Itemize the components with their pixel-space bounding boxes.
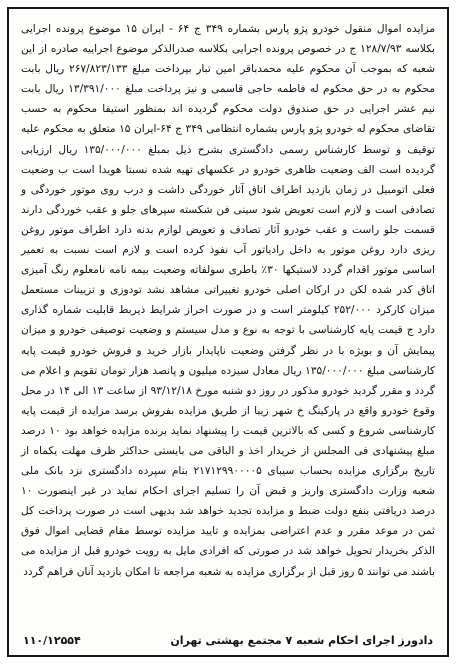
issuer-signature: دادورز اجرای احکام شعبه ۷ مجتمع بهشتی تهران: [170, 634, 433, 647]
notice-code: ۱۱۰/۱۲۵۵۴: [23, 634, 81, 647]
notice-frame: [7, 7, 449, 657]
auction-notice-text: مزایده اموال منقول خودرو پژو پارس بشماره ۳۴۹ ج ۶۴ - ایران ۱۵ موضوع پرونده اجرایی بکلاسه ۱۲۸/۷/۹۳ ج در خصوص پرونده اجرایی بکلاسه صدرالذکر موضوع اجراییه صادره از این شعبه که بموجب آن محکوم علیه محمدباقر امین تبار بپرداخت مبلغ ۲۶۷/۸۲۳/۱۳۳ ریال بابت محکوم به در حق محکوم له فاطمه حاجی قاسمی و نیز پرداخت مبلغ ۱۳/۳۹۱/۰۰۰ ریال بابت نیم عشر اجرایی در حق صندوق دولت محکوم گردیده اند بمنظور استیفا محکوم به حسب تقاضای محکوم له خودرو پژو پارس بشماره انتظامی ۳۴۹ ج ۶۴-ایران ۱۵ متعلق به محکوم علیه توقیف و توسط کارشناس رسمی دادگستری بشرح ذیل بمبلغ ۱۳۵/۰۰۰/۰۰۰ ریال ارزیابی گردیده است الف وضعیت ظاهری خودرو در عکسهای تهیه شده نسبتا هویدا است ب وضعیت فعلی اتومبیل در زمان بازدید اطراف اتاق آثار خوردگی داشت و درب روی موتور خوردگی و تصادفی است و لازم است تعویض شود سینی فن شکسته سپرهای جلو و عقب خوردگی دارند قسمت جلو راست و عقب خودرو آثار تصادف و تعویض لوازم بدنه دارد اطراف موتور روغن ریزی دارد روغن موتور به داخل رادیاتور آب نفوذ کرده است و لازم است نسبت به تعمیر اساسی موتور اقدام گردد لاستیکها ۳۰٪ باطری سولفاته وضعیت بیمه نامه نامعلوم رنگ آمیزی اتاق کدر شده لکن در ارکان اصلی خودرو تغییراتی مشاهد نشد تودوزی و تزیینات مستعمل میزان کارکرد ۲۵۲/۰۰۰ کیلومتر است و در صورت احراز شرایط ذیربط قابلیت شماره گذاری دارد ج قیمت پایه کارشناسی با توجه به نوع و مدل سیستم و وضعیت توصیفی خودرو و میزان پیمایش آن و بویژه با در نظر گرفتن وضعیت ناپایدار بازار خرید و فروش خودرو قیمت پایه کارشناسی مبلغ ۱۳۵/۰۰۰/۰۰۰ ریال معادل سیزده میلیون و پانصد هزار تومان تقویم و اعلام می گردد و مقرر گردید خودرو مذکور در روز دو شنبه مورخ ۹۳/۱۲/۱۸ از ساعت ۱۳ الی ۱۴ در محل وقوع خودرو واقع در پارکینگ خ شهر زیبا از طریق مزایده بفروش برسد مزایده از قیمت پایه کارشناسی شروع و کسی که بالاترین قیمت را پیشنهاد نماید برنده مزایده خواهد بود ۱۰ درصد مبلغ پیشنهادی فی المجلس از خریدار اخذ و الباقی می بایستی حداکثر ظرف مهلت یکماه از تاریخ برگزاری مزایده بحساب سیبای ۲۱۷۱۲۹۹۰۰۰۰۵ بنام سپرده دادگستری نزد بانک ملی شعبه وزارت دادگستری واریز و قبض آن را تسلیم اجرای احکام نماید در غیر اینصورت ۱۰ درصد دریافتی بنفع دولت ضبط و مزایده تجدید خواهد شد بدیهی است در صورت پرداخت کل ثمن در موعد مقرر و عدم اعتراضی بمزایده و تایید مزایده توسط مقام قضایی اموال فوق الذکر بخریدار تحویل خواهد شد در صورتی که افرادی مایل به رویت خودرو قبل از مزایده می باشند می توانند ۵ روز قبل از برگزاری مزایده به شعبه مراجعه تا امکان بازدید آنان فراهم گردد: [21, 23, 436, 578]
notice-footer: [23, 634, 433, 647]
